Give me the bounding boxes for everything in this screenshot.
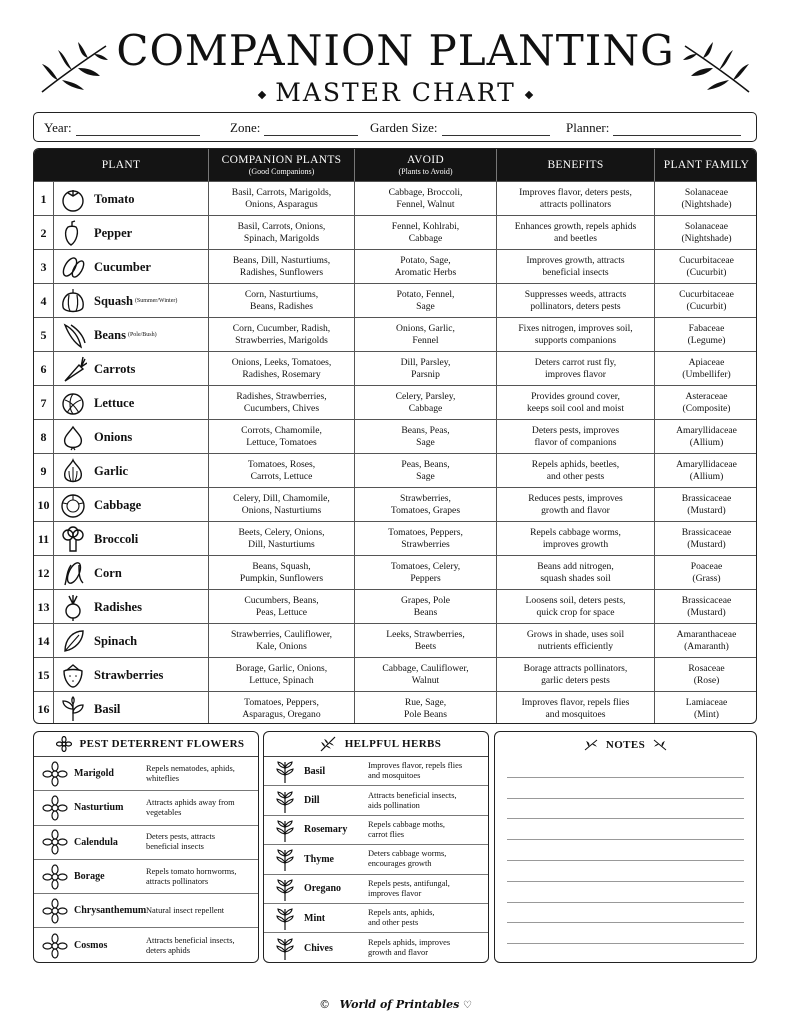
companion-table <box>33 148 757 724</box>
row-number: 9 <box>34 454 54 488</box>
herb-icon <box>272 788 298 814</box>
plant-name: Lettuce <box>94 396 135 410</box>
plant-name: Cabbage <box>94 498 142 512</box>
flower-icon <box>56 736 72 752</box>
note-line[interactable] <box>507 903 744 924</box>
table-row <box>34 317 756 351</box>
avoid-cell: Fennel, Kohlrabi, Cabbage <box>355 216 497 250</box>
family-cell: Amaryllidaceae (Allium) <box>676 459 737 482</box>
plant-name: Spinach <box>94 634 138 648</box>
plant-cell <box>54 284 209 318</box>
copyright-symbol: © <box>319 998 331 1011</box>
table-row <box>34 351 756 385</box>
note-line[interactable] <box>507 757 744 778</box>
table-row <box>34 419 756 453</box>
plant-name: Pepper <box>94 226 133 240</box>
note-line[interactable] <box>507 882 744 903</box>
table-row <box>34 385 756 419</box>
list-item <box>34 894 258 928</box>
avoid-cell: Leeks, Strawberries, Beets <box>355 624 497 658</box>
item-description: Repels cabbage moths, carrot flies <box>368 819 445 839</box>
item-name: Basil <box>304 765 326 777</box>
brand-name: World of Printables <box>339 998 460 1011</box>
row-number: 15 <box>34 658 54 692</box>
herb-icon <box>272 905 298 931</box>
avoid-cell: Potato, Sage, Aromatic Herbs <box>355 250 497 284</box>
benefits-cell: Repels aphids, beetles, and other pests <box>497 454 655 488</box>
item-description: Deters cabbage worms, encourages growth <box>368 849 447 869</box>
item-description: Repels pests, antifungal, improves flavor <box>368 878 450 898</box>
helpful-herbs-panel <box>263 731 489 963</box>
avoid-cell: Grapes, Pole Beans <box>355 590 497 624</box>
diamond-icon <box>258 90 266 98</box>
list-item <box>34 860 258 894</box>
plant-name: Garlic <box>94 464 129 478</box>
note-line[interactable] <box>507 819 744 840</box>
avoid-cell: Cabbage, Cauliflower, Walnut <box>355 658 497 692</box>
companions-cell: Beans, Squash, Pumpkin, Sunflowers <box>209 556 355 590</box>
spinach-icon <box>56 627 90 655</box>
note-line[interactable] <box>507 840 744 861</box>
companions-cell: Radishes, Strawberries, Cucumbers, Chives <box>209 386 355 420</box>
plant-cell <box>54 556 209 590</box>
benefits-cell: Deters carrot rust fly, improves flavor <box>497 352 655 386</box>
item-name: Mint <box>304 912 326 924</box>
squash-icon <box>56 287 90 315</box>
garlic-icon <box>56 457 90 485</box>
leaf-icon <box>584 739 598 751</box>
benefits-cell: Enhances growth, repels aphids and beetles <box>497 216 655 250</box>
companions-cell: Onions, Leeks, Tomatoes, Radishes, Rosemary <box>209 352 355 386</box>
item-description: Repels aphids, improves growth and flavor <box>368 938 451 958</box>
tomato-icon <box>56 185 90 213</box>
family-cell: Apiaceae (Umbellifer) <box>682 357 731 380</box>
family-cell: Poaceae (Grass) <box>690 561 723 584</box>
item-description: Repels tomato hornworms, attracts pollinators <box>146 866 237 886</box>
benefits-cell: Grows in shade, uses soil nutrients efficiently <box>497 624 655 658</box>
table-header <box>34 149 756 181</box>
flower-icon <box>42 864 68 890</box>
table-row <box>34 215 756 249</box>
plant-cell <box>54 352 209 386</box>
flower-icon <box>42 761 68 787</box>
carrot-icon <box>56 355 90 383</box>
item-description: Improves flavor, repels flies and mosquitoes <box>368 761 463 781</box>
table-row <box>34 657 756 691</box>
note-line[interactable] <box>507 778 744 799</box>
family-cell: Brassicaceae (Mustard) <box>681 527 732 550</box>
row-number: 5 <box>34 318 54 352</box>
item-description: Deters pests, attracts beneficial insects <box>146 832 216 852</box>
plant-cell <box>54 624 209 658</box>
plant-note: (Summer/Winter) <box>134 298 178 304</box>
zone-field[interactable]: Zone: <box>230 120 358 136</box>
row-number: 8 <box>34 420 54 454</box>
herb-icon <box>272 876 298 902</box>
plant-name: Broccoli <box>94 532 139 546</box>
benefits-cell: Loosens soil, deters pests, quick crop for space <box>497 590 655 624</box>
benefits-cell: Improves flavor, repels flies and mosquitoes <box>497 692 655 724</box>
plant-cell <box>54 692 209 724</box>
flower-icon <box>42 933 68 959</box>
row-number: 11 <box>34 522 54 556</box>
flower-icon <box>42 795 68 821</box>
row-number: 7 <box>34 386 54 420</box>
broccoli-icon <box>56 525 90 553</box>
table-row <box>34 283 756 317</box>
item-name: Rosemary <box>304 824 348 836</box>
plant-note: (Pole/Bush) <box>127 332 157 338</box>
footer <box>0 998 791 1011</box>
lettuce-icon <box>56 389 90 417</box>
benefits-cell: Repels cabbage worms, improves growth <box>497 522 655 556</box>
family-cell: Asteraceae (Composite) <box>682 391 731 414</box>
avoid-cell: Beans, Peas, Sage <box>355 420 497 454</box>
avoid-cell: Celery, Parsley, Cabbage <box>355 386 497 420</box>
row-number: 3 <box>34 250 54 284</box>
family-cell: Amaranthaceae (Amaranth) <box>676 629 737 652</box>
benefits-cell: Suppresses weeds, attracts pollinators, deters pests <box>497 284 655 318</box>
item-name: Nasturtium <box>74 802 124 814</box>
herb-icon <box>272 817 298 843</box>
notes-lines[interactable] <box>495 757 756 944</box>
plant-name: Beans <box>94 328 126 342</box>
companions-cell: Strawberries, Cauliflower, Kale, Onions <box>209 624 355 658</box>
companions-cell: Basil, Carrots, Marigolds, Onions, Asparagus <box>209 182 355 216</box>
leaf-icon <box>653 739 667 751</box>
avoid-cell: Dill, Parsley, Parsnip <box>355 352 497 386</box>
family-cell: Amaryllidaceae (Allium) <box>676 425 737 448</box>
garden-size-field[interactable]: Garden Size: <box>370 120 550 136</box>
item-name: Cosmos <box>74 940 108 952</box>
companions-cell: Corn, Cucumber, Radish, Strawberries, Marigolds <box>209 318 355 352</box>
note-line[interactable] <box>507 923 744 944</box>
item-name: Chives <box>304 942 333 954</box>
plant-name: Basil <box>94 702 121 716</box>
plant-cell <box>54 318 209 352</box>
companions-cell: Basil, Carrots, Onions, Spinach, Marigolds <box>209 216 355 250</box>
table-row <box>34 249 756 283</box>
diamond-icon <box>525 90 533 98</box>
benefits-cell: Reduces pests, improves growth and flavor <box>497 488 655 522</box>
page-subtitle: MASTER CHART <box>0 78 791 107</box>
avoid-cell: Tomatoes, Celery, Peppers <box>355 556 497 590</box>
panel-header: NOTES <box>495 732 756 757</box>
column-header-avoid: AVOID (Plants to Avoid) <box>355 149 497 181</box>
companions-cell: Beets, Celery, Onions, Dill, Nasturtiums <box>209 522 355 556</box>
herb-sprig-icon <box>319 736 337 752</box>
cucumber-icon <box>56 253 90 281</box>
row-number: 4 <box>34 284 54 318</box>
family-cell: Cucurbitaceae (Cucurbit) <box>679 289 734 312</box>
companions-cell: Tomatoes, Roses, Carrots, Lettuce <box>209 454 355 488</box>
item-name: Dill <box>304 795 320 807</box>
plant-cell <box>54 250 209 284</box>
row-number: 10 <box>34 488 54 522</box>
list-item <box>34 757 258 791</box>
panel-header: PEST DETERRENT FLOWERS <box>34 732 258 757</box>
table-row <box>34 181 756 215</box>
plant-name: Onions <box>94 430 133 444</box>
avoid-cell: Strawberries, Tomatoes, Grapes <box>355 488 497 522</box>
family-cell: Rosaceae (Rose) <box>688 663 725 686</box>
cabbage-icon <box>56 491 90 519</box>
item-description: Attracts beneficial insects, deters aphids <box>146 935 235 955</box>
row-number: 16 <box>34 692 54 724</box>
row-number: 14 <box>34 624 54 658</box>
plant-cell <box>54 216 209 250</box>
row-number: 1 <box>34 182 54 216</box>
row-number: 13 <box>34 590 54 624</box>
table-row <box>34 589 756 623</box>
plant-name: Squash <box>94 294 133 308</box>
table-row <box>34 453 756 487</box>
plant-name: Tomato <box>94 192 135 206</box>
item-description: Attracts beneficial insects, aids pollination <box>368 790 457 810</box>
benefits-cell: Improves flavor, deters pests, attracts pollinators <box>497 182 655 216</box>
item-description: Repels nematodes, aphids, whiteflies <box>146 763 235 783</box>
row-number: 6 <box>34 352 54 386</box>
item-name: Calendula <box>74 836 118 848</box>
table-row <box>34 555 756 589</box>
companions-cell: Tomatoes, Peppers, Asparagus, Oregano <box>209 692 355 724</box>
companions-cell: Corn, Nasturtiums, Beans, Radishes <box>209 284 355 318</box>
table-row <box>34 691 756 724</box>
list-item <box>264 757 488 786</box>
plant-name: Carrots <box>94 362 136 376</box>
plant-cell <box>54 386 209 420</box>
panel-header: HELPFUL HERBS <box>264 732 488 757</box>
list-item <box>264 933 488 962</box>
benefits-cell: Improves growth, attracts beneficial insects <box>497 250 655 284</box>
strawberry-icon <box>56 661 90 689</box>
benefits-cell: Deters pests, improves flavor of companions <box>497 420 655 454</box>
plant-name: Radishes <box>94 600 142 614</box>
basil-icon <box>56 695 90 723</box>
item-description: Natural insect repellent <box>146 905 225 915</box>
plant-cell <box>54 182 209 216</box>
plant-cell <box>54 590 209 624</box>
row-number: 12 <box>34 556 54 590</box>
benefits-cell: Borage attracts pollinators, garlic deters pests <box>497 658 655 692</box>
plant-cell <box>54 420 209 454</box>
list-item <box>34 791 258 825</box>
table-row <box>34 521 756 555</box>
note-line[interactable] <box>507 861 744 882</box>
family-cell: Brassicaceae (Mustard) <box>681 493 732 516</box>
benefits-cell: Provides ground cover, keeps soil cool and moist <box>497 386 655 420</box>
item-name: Chrysanthemum <box>74 905 147 917</box>
list-item <box>264 845 488 874</box>
info-bar <box>33 112 757 142</box>
year-field[interactable]: Year: <box>44 120 200 136</box>
pest-deterrent-flowers-panel <box>33 731 259 963</box>
companions-cell: Corrots, Chamomile, Lettuce, Tomatoes <box>209 420 355 454</box>
heart-icon: ♡ <box>462 1000 472 1011</box>
onion-icon <box>56 423 90 451</box>
item-description: Repels ants, aphids, and other pests <box>368 908 435 928</box>
corn-icon <box>56 559 90 587</box>
family-cell: Solanaceae (Nightshade) <box>681 187 732 210</box>
page-title: COMPANION PLANTING <box>116 26 675 75</box>
herb-icon <box>272 935 298 961</box>
column-header-companions: COMPANION PLANTS (Good Companions) <box>209 149 355 181</box>
plant-name: Cucumber <box>94 260 151 274</box>
list-item <box>34 826 258 860</box>
beans-icon <box>56 321 90 349</box>
item-description: Attracts aphids away from vegetables <box>146 797 235 817</box>
flower-icon <box>42 829 68 855</box>
plant-cell <box>54 658 209 692</box>
list-item <box>264 786 488 815</box>
item-name: Thyme <box>304 853 334 865</box>
plant-cell <box>54 454 209 488</box>
benefits-cell: Fixes nitrogen, improves soil, supports companions <box>497 318 655 352</box>
plant-name: Strawberries <box>94 668 164 682</box>
note-line[interactable] <box>507 799 744 820</box>
family-cell: Solanaceae (Nightshade) <box>681 221 732 244</box>
notes-panel <box>494 731 757 963</box>
companions-cell: Celery, Dill, Chamomile, Onions, Nasturtiums <box>209 488 355 522</box>
family-cell: Fabaceae (Legume) <box>687 323 726 346</box>
pepper-icon <box>56 219 90 247</box>
item-name: Borage <box>74 871 105 883</box>
item-name: Oregano <box>304 883 342 895</box>
companions-cell: Cucumbers, Beans, Peas, Lettuce <box>209 590 355 624</box>
avoid-cell: Cabbage, Broccoli, Fennel, Walnut <box>355 182 497 216</box>
radish-icon <box>56 593 90 621</box>
avoid-cell: Rue, Sage, Pole Beans <box>355 692 497 724</box>
herb-icon <box>272 846 298 872</box>
list-item <box>264 904 488 933</box>
planner-field[interactable]: Planner: <box>566 120 741 136</box>
family-cell: Lamiaceae (Mint) <box>685 697 728 720</box>
companions-cell: Beans, Dill, Nasturtiums, Radishes, Sunflowers <box>209 250 355 284</box>
avoid-cell: Tomatoes, Peppers, Strawberries <box>355 522 497 556</box>
column-header-benefits: BENEFITS <box>497 149 655 181</box>
flower-icon <box>42 898 68 924</box>
family-cell: Brassicaceae (Mustard) <box>681 595 732 618</box>
companions-cell: Borage, Garlic, Onions, Lettuce, Spinach <box>209 658 355 692</box>
plant-cell <box>54 522 209 556</box>
herb-icon <box>272 758 298 784</box>
column-header-plant: PLANT <box>34 149 209 181</box>
list-item <box>264 875 488 904</box>
plant-cell <box>54 488 209 522</box>
list-item <box>34 928 258 962</box>
item-name: Marigold <box>74 768 114 780</box>
avoid-cell: Peas, Beans, Sage <box>355 454 497 488</box>
plant-name: Corn <box>94 566 122 580</box>
avoid-cell: Onions, Garlic, Fennel <box>355 318 497 352</box>
table-row <box>34 487 756 521</box>
column-header-family: PLANT FAMILY <box>663 159 750 171</box>
table-row <box>34 623 756 657</box>
row-number: 2 <box>34 216 54 250</box>
family-cell: Cucurbitaceae (Cucurbit) <box>679 255 734 278</box>
page-header <box>0 0 791 110</box>
avoid-cell: Potato, Fennel, Sage <box>355 284 497 318</box>
list-item <box>264 816 488 845</box>
benefits-cell: Beans add nitrogen, squash shades soil <box>497 556 655 590</box>
